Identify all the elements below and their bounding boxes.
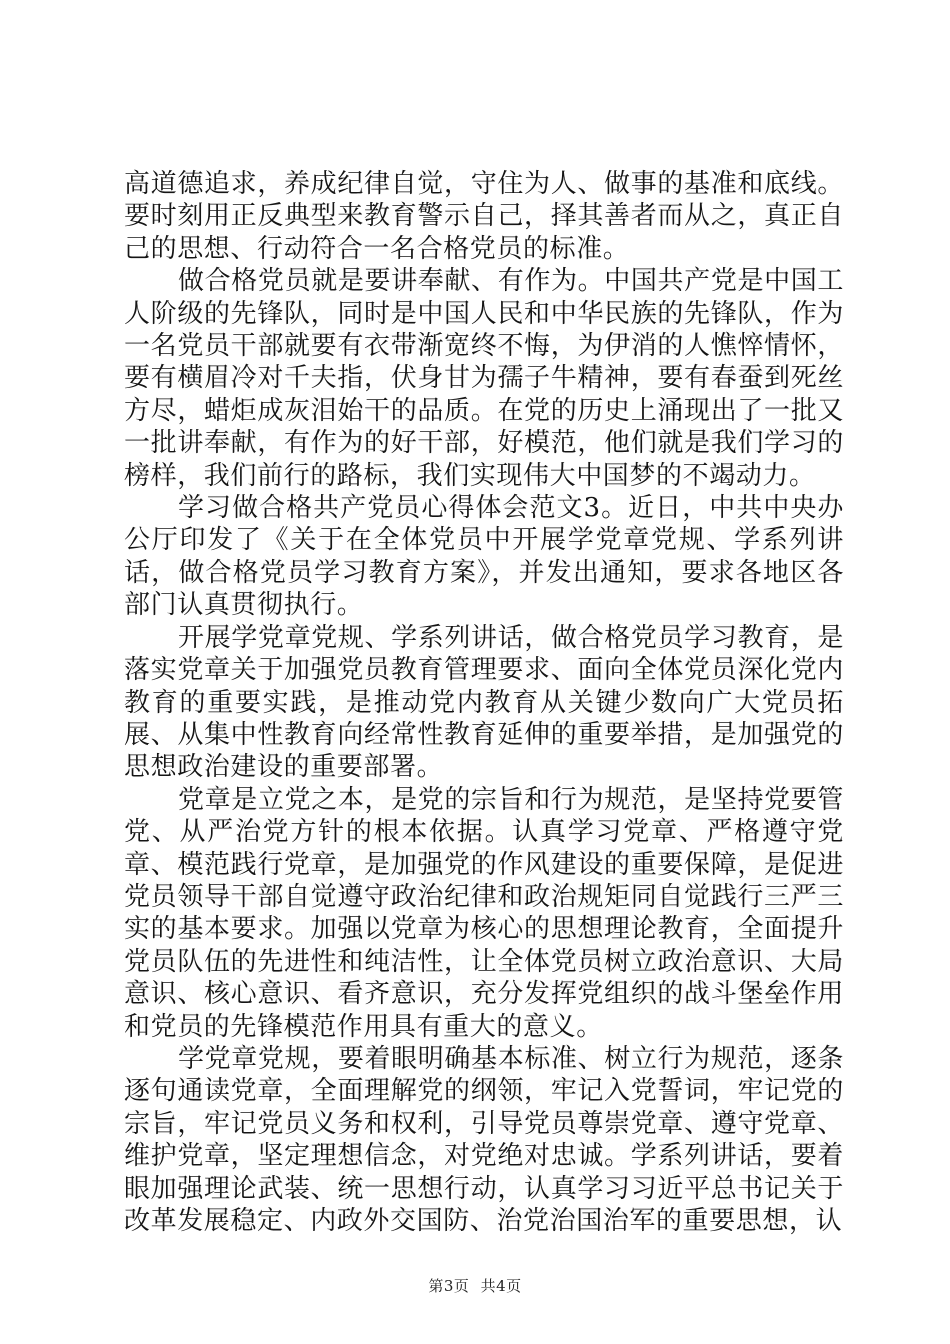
page-footer xyxy=(0,1275,950,1296)
paragraph-3: 学习做合格共产党员心得体会范文3。近日，中共中央办公厅印发了《关于在全体党员中开展学党章党规、学系列讲话，做合格党员学习教育方案》，并发出通知，要求各地区各部门认真贯彻执行。 xyxy=(124,493,844,621)
paragraph-1: 高道德追求，养成纪律自觉，守住为人、做事的基准和底线。要时刻用正反典型来教育警示自己，择其善者而从之，真正自己的思想、行动符合一名合格党员的标准。 xyxy=(124,169,844,264)
total-pages-label: 共4页 xyxy=(480,1277,522,1295)
paragraph-2: 做合格党员就是要讲奉献、有作为。中国共产党是中国工人阶级的先锋队，同时是中国人民和中华民族的先锋队，作为一名党员干部就要有衣带渐宽终不悔，为伊消的人憔悴情怀，要有横眉冷对千夫指，伏身甘为孺子牛精神，要有春蚕到死丝方尽，蜡炬成灰泪始干的品质。在党的历史上涌现出了一批又一批讲奉献，有作为的好干部，好模范，他们就是我们学习的榜样，我们前行的路标，我们实现伟大中国梦的不竭动力。 xyxy=(124,266,844,491)
document-body xyxy=(124,168,844,1237)
paragraph-5: 党章是立党之本，是党的宗旨和行为规范，是坚持党要管党、从严治党方针的根本依据。认真学习党章、严格遵守党章、模范践行党章，是加强党的作风建设的重要保障，是促进党员领导干部自觉遵守政治纪律和政治规矩同自觉践行三严三实的基本要求。加强以党章为核心的思想理论教育，全面提升党员队伍的先进性和纯洁性，让全体党员树立政治意识、大局意识、核心意识、看齐意识，充分发挥党组织的战斗堡垒作用和党员的先锋模范作用具有重大的意义。 xyxy=(124,784,844,1042)
paragraph-4: 开展学党章党规、学系列讲话，做合格党员学习教育，是落实党章关于加强党员教育管理要求、面向全体党员深化党内教育的重要实践，是推动党内教育从关键少数向广大党员拓展、从集中性教育向经常性教育延伸的重要举措，是加强党的思想政治建设的重要部署。 xyxy=(124,622,844,783)
current-page-label: 第3页 xyxy=(428,1277,470,1295)
paragraph-6: 学党章党规，要着眼明确基本标准、树立行为规范，逐条逐句通读党章，全面理解党的纲领，牢记入党誓词，牢记党的宗旨，牢记党员义务和权利，引导党员尊崇党章、遵守党章、维护党章，坚定理想信念，对党绝对忠诚。学系列讲话，要着眼加强理论武装、统一思想行动，认真学习习近平总书记关于改革发展稳定、内政外交国防、治党治国治军的重要思想，认 xyxy=(124,1043,844,1236)
